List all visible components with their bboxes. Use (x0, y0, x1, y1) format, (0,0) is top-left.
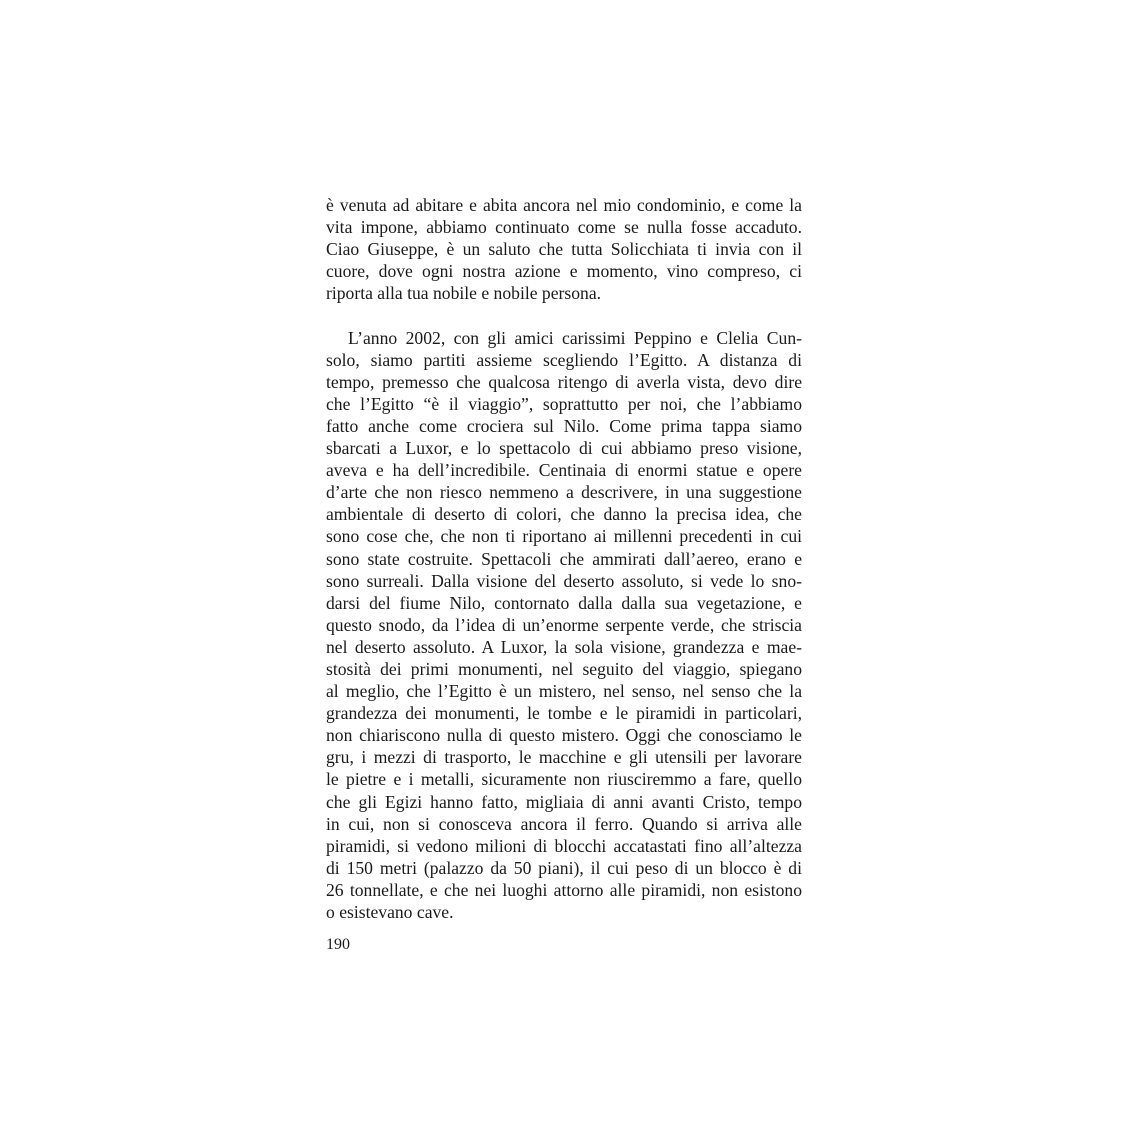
text-line: ambientale di deserto di colori, che danno la precisa idea, che (326, 504, 802, 525)
text-line: darsi del fiume Nilo, contornato dalla dalla sua vegetazione, e (326, 592, 802, 613)
text-line: cuore, dove ogni nostra azione e momento, vino compreso, ci (326, 261, 802, 282)
text-line: tempo, premesso che qualcosa ritengo di averla vista, devo dire (326, 371, 802, 392)
text-line: sbarcati a Luxor, e lo spettacolo di cui abbiamo preso visione, (326, 438, 802, 459)
text-line: grandezza dei monumenti, le tombe e le piramidi in particolari, (326, 703, 802, 724)
page-number: 190 (326, 936, 350, 953)
text-line: sono surreali. Dalla visione del deserto assoluto, si vede lo sno- (326, 570, 802, 591)
text-line: d’arte che non riesco nemmeno a descrivere, in una suggestione (326, 482, 802, 503)
text-line: che gli Egizi hanno fatto, migliaia di anni avanti Cristo, tempo (326, 791, 802, 812)
paragraph-gap (326, 304, 802, 326)
text-line: è venuta ad abitare e abita ancora nel mio condominio, e come la (326, 195, 802, 215)
text-line: piramidi, si vedono milioni di blocchi accatastati fino all’altezza (326, 835, 802, 856)
text-line: di 150 metri (palazzo da 50 piani), il cui peso di un blocco è di (326, 857, 802, 878)
text-line: in cui, non si conosceva ancora il ferro. Quando si arriva alle (326, 813, 802, 834)
text-line: gru, i mezzi di trasporto, le macchine e gli utensili per lavorare (326, 747, 802, 768)
text-line: fatto anche come crociera sul Nilo. Come prima tappa siamo (326, 415, 802, 436)
text-line: solo, siamo partiti assieme scegliendo l’Egitto. A distanza di (326, 349, 802, 370)
text-line: Ciao Giuseppe, è un saluto che tutta Solicchiata ti invia con il (326, 239, 802, 260)
text-line: questo snodo, da l’idea di un’enorme serpente verde, che striscia (326, 614, 802, 635)
text-line: che l’Egitto “è il viaggio”, soprattutto per noi, che l’abbiamo (326, 393, 802, 414)
text-line: 26 tonnellate, e che nei luoghi attorno alle piramidi, non esistono (326, 879, 802, 900)
text-line: stosità dei primi monumenti, nel seguito del viaggio, spiegano (326, 658, 802, 679)
text-line: aveva e ha dell’incredibile. Centinaia di enormi statue e opere (326, 460, 802, 481)
text-line: L’anno 2002, con gli amici carissimi Peppino e Clelia Cun- (348, 327, 802, 348)
text-line: o esistevano cave. (326, 902, 454, 922)
paragraph (326, 327, 802, 924)
text-line: non chiariscono nulla di questo mistero. Oggi che conosciamo le (326, 725, 802, 746)
paragraph (326, 194, 802, 304)
text-line: vita impone, abbiamo continuato come se nulla fosse accaduto. (326, 217, 802, 238)
text-line: le pietre e i metalli, sicuramente non riusciremmo a fare, quello (326, 769, 802, 790)
body-text (326, 194, 802, 923)
text-line: sono state costruite. Spettacoli che ammirati dall’aereo, erano e (326, 548, 802, 569)
text-line: riporta alla tua nobile e nobile persona. (326, 283, 602, 304)
text-line: nel deserto assoluto. A Luxor, la sola visione, grandezza e mae- (326, 636, 802, 657)
text-line: sono cose che, che non ti riportano ai millenni precedenti in cui (326, 526, 802, 547)
text-line: al meglio, che l’Egitto è un mistero, nel senso, nel senso che la (326, 681, 802, 702)
